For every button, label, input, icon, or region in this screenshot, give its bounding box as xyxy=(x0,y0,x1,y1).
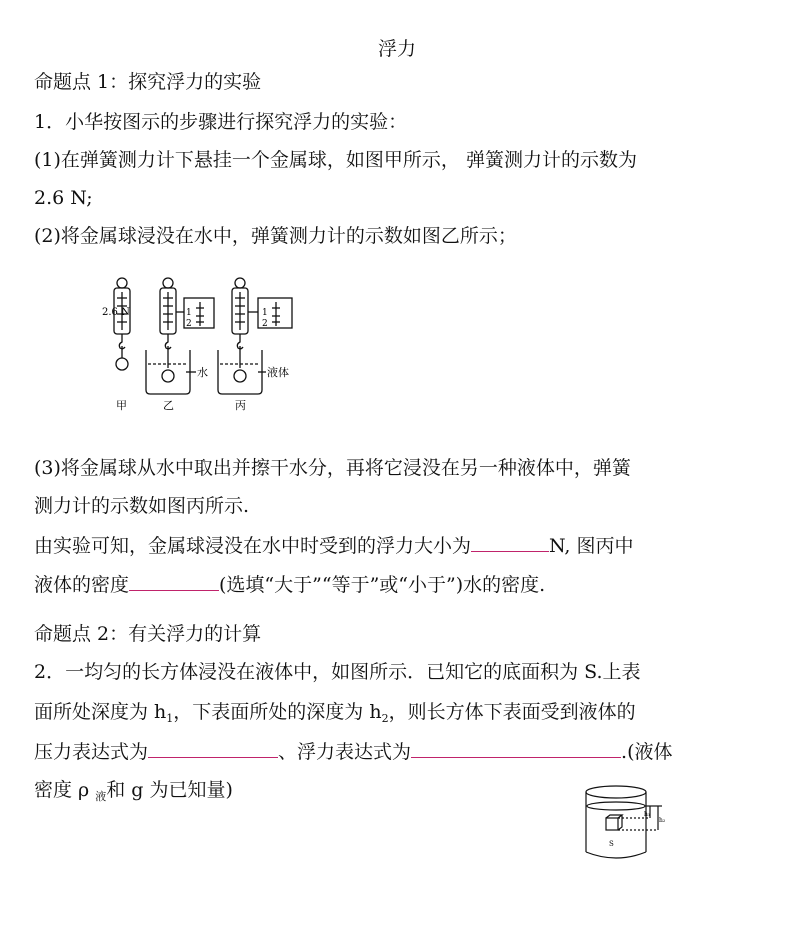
scale-bing-mark-1: 1 xyxy=(262,308,268,318)
q1-step2: (2)将金属球浸没在水中，弹簧测力计的示数如图乙所示； xyxy=(34,225,517,247)
q1-step1-line1: (1)在弹簧测力计下悬挂一个金属球，如图甲所示， 弹簧测力计的示数为 xyxy=(34,149,637,171)
answer-blank-buoyancy-formula[interactable] xyxy=(411,739,621,758)
scale-yi-mark-2: 2 xyxy=(186,319,192,329)
answer-blank-pressure[interactable] xyxy=(148,739,278,758)
q2-line2 xyxy=(34,700,636,731)
q2-line4-post: 和 g 为已知量) xyxy=(106,779,233,801)
scale-jia-icon xyxy=(114,278,130,370)
q1-ask-b-text: 液体的密度 xyxy=(34,574,130,596)
answer-blank-buoyancy[interactable] xyxy=(471,533,549,552)
q2-line3-mid: 、浮力表达式为 xyxy=(278,741,412,763)
q2-rho-sub: 液 xyxy=(95,790,107,803)
answer-blank-density[interactable] xyxy=(129,572,219,591)
q2-line3 xyxy=(34,739,672,764)
q2-sub-2: 2 xyxy=(381,712,389,725)
q1-question-line2 xyxy=(34,572,545,597)
q2-line2-pre: 面所处深度为 h xyxy=(34,701,167,723)
q2-line3-pre: 压力表达式为 xyxy=(34,741,149,763)
reading-label: 2.6 N xyxy=(102,307,130,318)
q1-ask-a-text: 由实验可知，金属球浸没在水中时受到的浮力大小为 xyxy=(34,535,472,557)
q2-line2-post: ，则长方体下表面受到液体的 xyxy=(388,701,636,723)
q2-line3-post: .(液体 xyxy=(621,741,673,763)
cylinder-figure xyxy=(578,780,678,866)
page-title: 浮力 xyxy=(377,38,416,60)
q1-ask-b-choices: (选填“大于”“等于”或“小于”)水的密度. xyxy=(219,574,546,596)
section-heading-2: 命题点 2：有关浮力的计算 xyxy=(34,623,262,645)
q2-line1: 2．一均匀的长方体浸没在液体中，如图所示．已知它的底面积为 S.上表 xyxy=(34,661,641,683)
q2-line2-mid: ，下表面所处的深度为 h xyxy=(173,701,382,723)
q2-line4-pre: 密度 ρ xyxy=(34,779,96,801)
scale-yi-mark-1: 1 xyxy=(186,308,192,318)
h2-label: h₂ xyxy=(659,817,666,824)
caption-bing: 丙 xyxy=(235,399,246,412)
q1-ask-a-unit: N, 图丙中 xyxy=(549,535,634,557)
s-label: S xyxy=(609,840,614,848)
q2-line4 xyxy=(34,778,233,809)
h1-label: h₁ xyxy=(644,811,651,818)
spring-scale-figure xyxy=(100,272,320,418)
q1-step3-line1: (3)将金属球从水中取出并擦干水分，再将它浸没在另一种液体中，弹簧 xyxy=(34,457,631,479)
scale-bing-mark-2: 2 xyxy=(262,319,268,329)
q1-step3-line2: 测力计的示数如图丙所示. xyxy=(34,495,250,517)
water-label: 水 xyxy=(197,366,208,379)
q2-sub-1: 1 xyxy=(166,712,174,725)
q1-step1-line2: 2.6 N; xyxy=(34,187,93,209)
q1-intro: 1．小华按图示的步骤进行探究浮力的实验： xyxy=(34,111,408,133)
section-heading-1: 命题点 1：探究浮力的实验 xyxy=(34,71,262,93)
q1-question-line1 xyxy=(34,533,634,558)
caption-jia: 甲 xyxy=(116,399,127,412)
caption-yi: 乙 xyxy=(163,399,174,412)
liquid-label: 液体 xyxy=(267,366,289,379)
